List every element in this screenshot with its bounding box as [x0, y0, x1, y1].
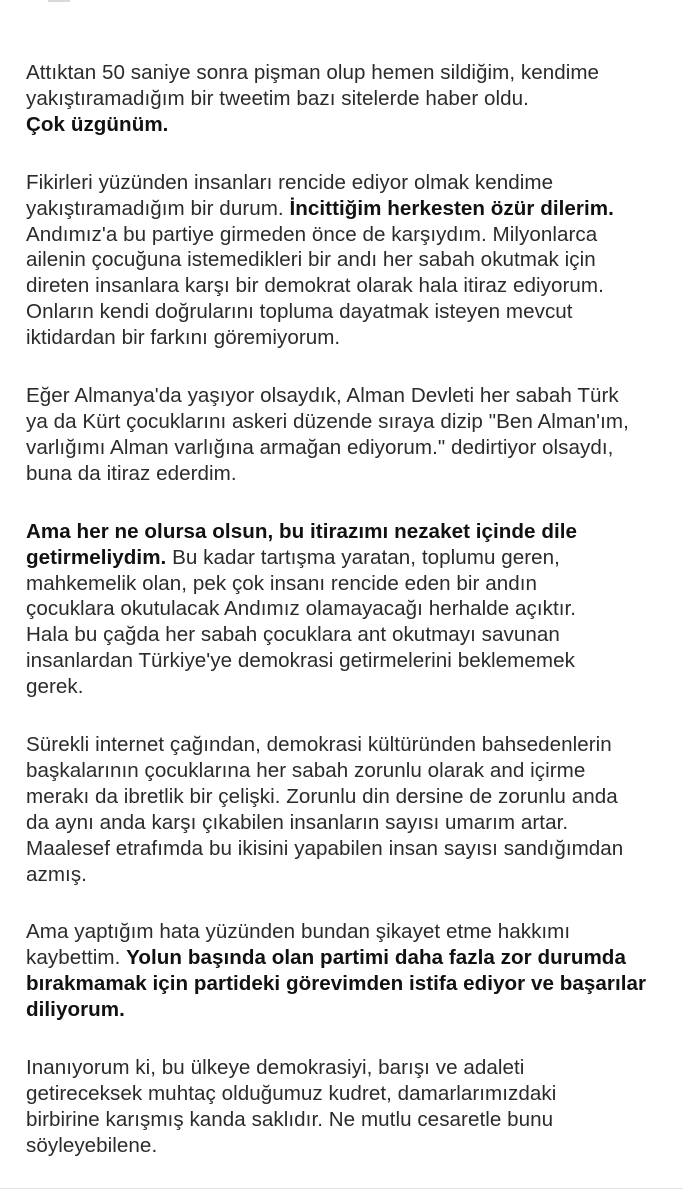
body-text: söyleyebilene. [26, 1133, 158, 1157]
body-text: gerek. [26, 675, 84, 699]
bold-text: bırakmamak için partideki görevimden istifa ediyor ve başarılar [26, 972, 647, 996]
statement-document [26, 60, 666, 1159]
paragraph [26, 919, 666, 1023]
body-text: mahkemelik olan, pek çok insanı rencide eden bir andın [26, 571, 537, 595]
bold-text: İncittiğim herkesten özür dilerim. [289, 196, 614, 220]
body-text: iktidardan bir farkını göremiyorum. [26, 326, 341, 350]
text-line [26, 997, 666, 1023]
bold-text: diliyorum. [26, 998, 125, 1022]
text-line [26, 622, 666, 648]
text-line [26, 836, 666, 862]
text-line [26, 461, 666, 487]
paragraph [26, 60, 666, 138]
body-text: Bu kadar tartışma yaratan, toplumu geren, [166, 545, 560, 569]
text-line [26, 409, 666, 435]
paragraph [26, 1055, 666, 1159]
text-line [26, 810, 666, 836]
body-text: Fikirleri yüzünden insanları rencide ediyor olmak kendime [26, 170, 554, 194]
body-text: yakıştıramadığım bir tweetim bazı sitelerde haber oldu. [26, 86, 529, 110]
text-line [26, 112, 666, 138]
text-line [26, 1055, 666, 1081]
text-line [26, 247, 666, 273]
body-text: direten insanlara karşı bir demokrat olarak hala itiraz ediyorum. [26, 274, 604, 298]
text-line [26, 945, 666, 971]
text-line [26, 596, 666, 622]
text-line [26, 170, 666, 196]
body-text: Maalesef etrafımda bu ikisini yapabilen insan sayısı sandığımdan [26, 836, 624, 860]
body-text: ya da Kürt çocuklarını askeri düzende sıraya dizip "Ben Alman'ım, [26, 409, 629, 433]
text-line [26, 648, 666, 674]
body-text: başkalarının çocuklarına her sabah zorunlu olarak and içirme [26, 758, 586, 782]
bottom-divider [0, 1188, 683, 1189]
text-line [26, 971, 666, 997]
text-line [26, 784, 666, 810]
body-text: getireceksek muhtaç olduğumuz kudret, damarlarımızdaki [26, 1082, 557, 1105]
text-line [26, 1081, 666, 1107]
body-text: çocuklara okutulacak Andımız olamayacağı herhalde açıktır. [26, 597, 577, 621]
body-text: yakıştıramadığım bir durum. [26, 196, 290, 220]
body-text: varlığımı Alman varlığına armağan ediyorum." dedirtiyor olsaydı, [26, 435, 614, 459]
text-line [26, 299, 666, 325]
text-line [26, 571, 666, 597]
top-edge [0, 0, 683, 6]
text-line [26, 196, 666, 222]
top-edge-mark [48, 0, 70, 2]
text-line [26, 60, 666, 86]
body-text: Eğer Almanya'da yaşıyor olsaydık, Alman Devleti her sabah Türk [26, 384, 619, 408]
text-line [26, 383, 666, 409]
text-line [26, 545, 666, 571]
body-text: birbirine karışmış kanda saklıdır. Ne mutlu cesaretle bunu [26, 1107, 554, 1131]
text-line [26, 222, 666, 248]
text-line [26, 862, 666, 888]
paragraph [26, 732, 666, 887]
text-line [26, 273, 666, 299]
text-line [26, 674, 666, 700]
body-text: Attıktan 50 saniye sonra pişman olup hemen sildiğim, kendime [26, 61, 600, 84]
text-line [26, 519, 666, 545]
text-line [26, 1133, 666, 1159]
text-line [26, 732, 666, 758]
body-text: Sürekli internet çağından, demokrasi kültüründen bahsedenlerin [26, 733, 612, 757]
body-text: Onların kendi doğrularını topluma dayatmak isteyen mevcut [26, 300, 573, 324]
text-line [26, 435, 666, 461]
text-line [26, 325, 666, 351]
body-text: Andımız'a bu partiye girmeden önce de karşıydım. Milyonlarca [26, 222, 598, 246]
body-text: Hala bu çağda her sabah çocuklara ant okutmayı savunan [26, 623, 560, 647]
bold-text: Yolun başında olan partimi daha fazla zor durumda [126, 946, 626, 970]
bold-text: getirmeliydim. [26, 545, 167, 569]
bold-text: Ama her ne olursa olsun, bu itirazımı nezaket içinde dile [26, 519, 578, 543]
body-text: insanlardan Türkiye'ye demokrasi getirmelerini beklememek [26, 649, 575, 673]
body-text: merakı da ibretlik bir çelişki. Zorunlu din dersine de zorunlu anda [26, 784, 618, 808]
paragraph [26, 519, 666, 700]
body-text: da aynı anda karşı çıkabilen insanların sayısı umarım artar. [26, 810, 569, 834]
paragraph [26, 383, 666, 487]
body-text: azmış. [26, 862, 87, 886]
text-line [26, 758, 666, 784]
body-text: Ama yaptığım hata yüzünden bundan şikayet etme hakkımı [26, 920, 571, 944]
paragraph [26, 170, 666, 351]
body-text: ailenin çocuğuna istemedikleri bir andı her sabah okutmak için [26, 248, 596, 272]
text-line [26, 1107, 666, 1133]
body-text: Inanıyorum ki, bu ülkeye demokrasiyi, barışı ve adaleti [26, 1056, 525, 1080]
text-line [26, 919, 666, 945]
body-text: buna da itiraz ederdim. [26, 461, 237, 485]
text-line [26, 86, 666, 112]
body-text: kaybettim. [26, 946, 127, 970]
bold-text: Çok üzgünüm. [26, 112, 169, 136]
